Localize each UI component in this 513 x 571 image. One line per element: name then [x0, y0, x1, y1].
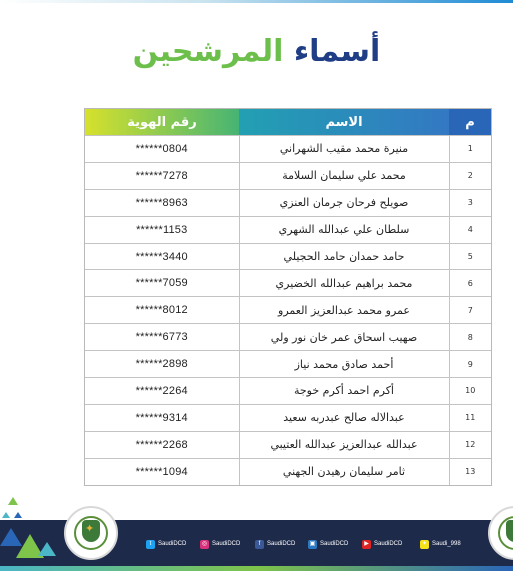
candidate-name: محمد براهيم عبدالله الخضيري [239, 270, 449, 297]
table-row [85, 458, 491, 484]
candidate-id: ******7278 [85, 162, 239, 189]
social-handle: SaudiDCD [267, 541, 296, 547]
row-number: 10 [449, 378, 491, 405]
facebook-icon: f [255, 540, 264, 549]
social-link-linkedin[interactable] [308, 536, 348, 552]
snapchat-icon: ✦ [421, 540, 428, 547]
triangle-decoration [14, 512, 22, 518]
emblem-star-icon: ✦ [85, 522, 95, 535]
candidates-table [84, 108, 492, 486]
social-handle: SaudiDCD [212, 541, 241, 547]
twitter-icon: t [146, 540, 155, 549]
row-number: 13 [449, 458, 491, 484]
linkedin-icon: ▣ [309, 540, 316, 547]
social-link-snapchat[interactable] [420, 536, 461, 552]
triangle-decoration [38, 542, 56, 556]
header-name: الاسم [239, 109, 449, 136]
table-row [85, 216, 491, 243]
table-header-row [85, 109, 491, 136]
row-number: 1 [449, 136, 491, 163]
row-number: 3 [449, 189, 491, 216]
social-handle: SaudiDCD [158, 541, 187, 547]
candidate-id: ******2898 [85, 351, 239, 378]
social-handle: Saudi_998 [432, 541, 461, 547]
triangle-decoration [2, 512, 10, 518]
candidate-name: ثامر سليمان رهيدن الجهني [239, 458, 449, 484]
top-gradient-line [0, 0, 513, 3]
row-number: 12 [449, 431, 491, 458]
social-link-twitter[interactable] [146, 536, 186, 552]
youtube-icon: ▶ [362, 540, 371, 549]
row-number: 7 [449, 297, 491, 324]
candidate-id: ******6773 [85, 324, 239, 351]
table-row [85, 351, 491, 378]
table-row [85, 297, 491, 324]
candidate-name: عمرو محمد عبدالعزيز العمرو [239, 297, 449, 324]
candidate-name: عبدالاله صالح عبدربه سعيد [239, 404, 449, 431]
instagram-icon: ◎ [201, 540, 208, 547]
table-row [85, 324, 491, 351]
candidate-name: منيرة محمد مقيب الشهراني [239, 136, 449, 163]
candidate-id: ******2268 [85, 431, 239, 458]
social-link-instagram[interactable] [200, 536, 240, 552]
row-number: 8 [449, 324, 491, 351]
table-row [85, 378, 491, 405]
social-link-youtube[interactable] [362, 536, 402, 552]
social-handle: SaudiDCD [374, 541, 403, 547]
candidate-id: ******3440 [85, 243, 239, 270]
row-number: 4 [449, 216, 491, 243]
candidate-name: سلطان علي عبدالله الشهري [239, 216, 449, 243]
row-number: 9 [449, 351, 491, 378]
candidate-id: ******1094 [85, 458, 239, 484]
candidate-name: محمد علي سليمان السلامة [239, 162, 449, 189]
table-row [85, 243, 491, 270]
header-id-number: رقم الهوية [85, 109, 239, 136]
table-row [85, 431, 491, 458]
candidate-id: ******1153 [85, 216, 239, 243]
emblem-palm-icon [506, 520, 513, 542]
civil-defense-emblem [64, 506, 118, 560]
table-row [85, 270, 491, 297]
social-handle: SaudiDCD [320, 541, 349, 547]
header-number: م [449, 109, 491, 136]
candidate-name: عبدالله عبدالعزيز عبدالله العتيبي [239, 431, 449, 458]
title-word-candidates: المرشحين [132, 34, 284, 69]
table-row [85, 404, 491, 431]
candidate-id: ******0804 [85, 136, 239, 163]
table-row [85, 189, 491, 216]
candidate-id: ******2264 [85, 378, 239, 405]
candidate-id: ******8012 [85, 297, 239, 324]
footer-stripe [0, 566, 513, 571]
title-word-names: أسماء [293, 34, 381, 69]
candidate-id: ******8963 [85, 189, 239, 216]
table-row [85, 136, 491, 163]
page-title [0, 34, 513, 69]
row-number: 5 [449, 243, 491, 270]
candidate-name: صويلح فرحان جرمان العنزي [239, 189, 449, 216]
candidate-name: حامد حمدان حامد الحجيلي [239, 243, 449, 270]
row-number: 11 [449, 404, 491, 431]
candidate-id: ******7059 [85, 270, 239, 297]
triangle-decoration [8, 497, 18, 505]
candidate-name: أحمد صادق محمد نياز [239, 351, 449, 378]
row-number: 2 [449, 162, 491, 189]
table-row [85, 162, 491, 189]
social-link-facebook[interactable] [255, 536, 295, 552]
candidate-id: ******9314 [85, 404, 239, 431]
row-number: 6 [449, 270, 491, 297]
candidate-name: أكرم احمد أكرم خوجة [239, 378, 449, 405]
candidate-name: صهيب اسحاق عمر خان نور ولي [239, 324, 449, 351]
